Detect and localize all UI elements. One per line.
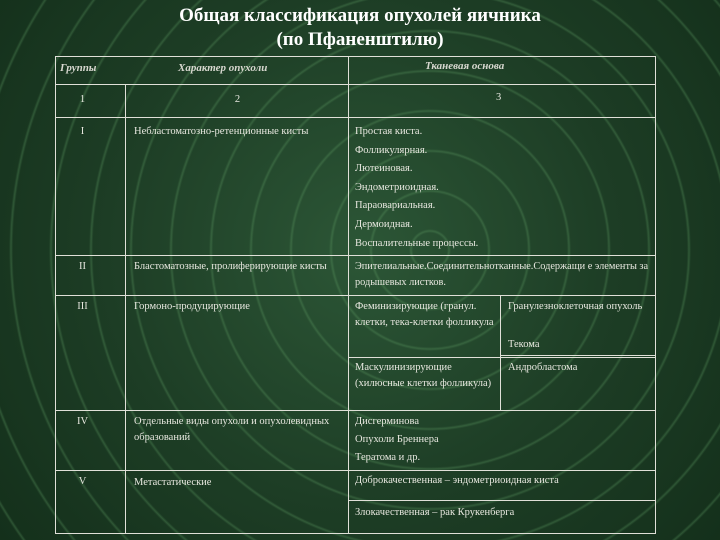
list-item: Воспалительные процессы. bbox=[355, 237, 479, 249]
row-3-thecoma: Текома bbox=[508, 339, 540, 350]
list-item: Опухоли Бреннера bbox=[355, 434, 439, 445]
page-title bbox=[0, 4, 720, 52]
list-item: Фолликулярная. bbox=[355, 144, 428, 156]
row-3-masculinizing: Маскулинизирующие (хилюсные клетки фолликула) bbox=[355, 362, 492, 389]
rule-row-4 bbox=[55, 470, 655, 471]
header-character: Характер опухоли bbox=[178, 62, 268, 74]
rule-row-1 bbox=[55, 255, 655, 256]
list-item: Дермоидная. bbox=[355, 218, 413, 230]
table-border-bottom bbox=[55, 533, 655, 534]
row-4-character: Отдельные виды опухоли и опухолевидных образований bbox=[134, 416, 330, 443]
row-4-group: IV bbox=[76, 416, 89, 427]
row-1-tissue-list bbox=[355, 123, 650, 253]
list-item: Лютеиновая. bbox=[355, 163, 413, 175]
row-4-tissue-list bbox=[355, 413, 650, 467]
row-3-feminizing: Феминизирующие (гранул. клетки, тека-клетки фолликула bbox=[355, 301, 494, 328]
title-line-2: (по Пфаненштилю) bbox=[276, 29, 444, 50]
row-3-character: Гормоно-продуцирующие bbox=[134, 301, 250, 312]
row-5-character: Метастатические bbox=[134, 477, 212, 488]
rule-header bbox=[55, 84, 655, 85]
rule-col-sub bbox=[500, 295, 501, 410]
rule-fem-masc bbox=[348, 357, 655, 358]
table-border-right bbox=[655, 56, 656, 534]
col-number-2: 2 bbox=[234, 94, 241, 105]
rule-row-3 bbox=[55, 410, 655, 411]
row-1-group: I bbox=[80, 126, 85, 137]
row-5-group: V bbox=[78, 476, 87, 487]
row-3-granulosa-cell-tumor: Гранулезноклеточная опухоль bbox=[508, 301, 643, 312]
header-groups: Группы bbox=[60, 62, 97, 74]
row-5-benign: Доброкачественная – эндометриоидная киста bbox=[355, 475, 559, 486]
rule-row-2 bbox=[55, 295, 655, 296]
col-number-3: 3 bbox=[496, 92, 502, 103]
col-number-1: 1 bbox=[79, 94, 86, 105]
list-item: Эндометриоидная. bbox=[355, 181, 439, 193]
list-item: Тератома и др. bbox=[355, 452, 421, 463]
list-item: Дисгерминова bbox=[355, 416, 419, 427]
list-item: Параовариальная. bbox=[355, 200, 436, 212]
list-item: Простая киста. bbox=[355, 126, 423, 137]
rule-fem-sub bbox=[500, 355, 655, 356]
rule-col-1 bbox=[125, 84, 126, 534]
row-3-androblastoma: Андробластома bbox=[508, 362, 578, 373]
row-2-group: II bbox=[79, 261, 86, 272]
rule-benign-malignant bbox=[348, 500, 655, 501]
row-3-group: III bbox=[77, 301, 88, 312]
rule-numbers bbox=[55, 117, 655, 118]
rule-col-2 bbox=[348, 56, 349, 534]
row-2-character: Бластоматозные, пролиферирующие кисты bbox=[134, 261, 327, 272]
header-tissue: Тканевая основа bbox=[425, 60, 505, 72]
row-5-malignant: Злокачественная – рак Крукенберга bbox=[355, 507, 515, 518]
row-1-character: Небластоматозно-ретенционные кисты bbox=[134, 126, 309, 137]
title-line-1: Общая классификация опухолей яичника bbox=[179, 5, 541, 26]
table-border-top bbox=[55, 56, 655, 57]
row-2-tissue: Эпителиальные.Соединительнотканные.Содержащи е элементы зародышевых листков. bbox=[355, 261, 649, 288]
